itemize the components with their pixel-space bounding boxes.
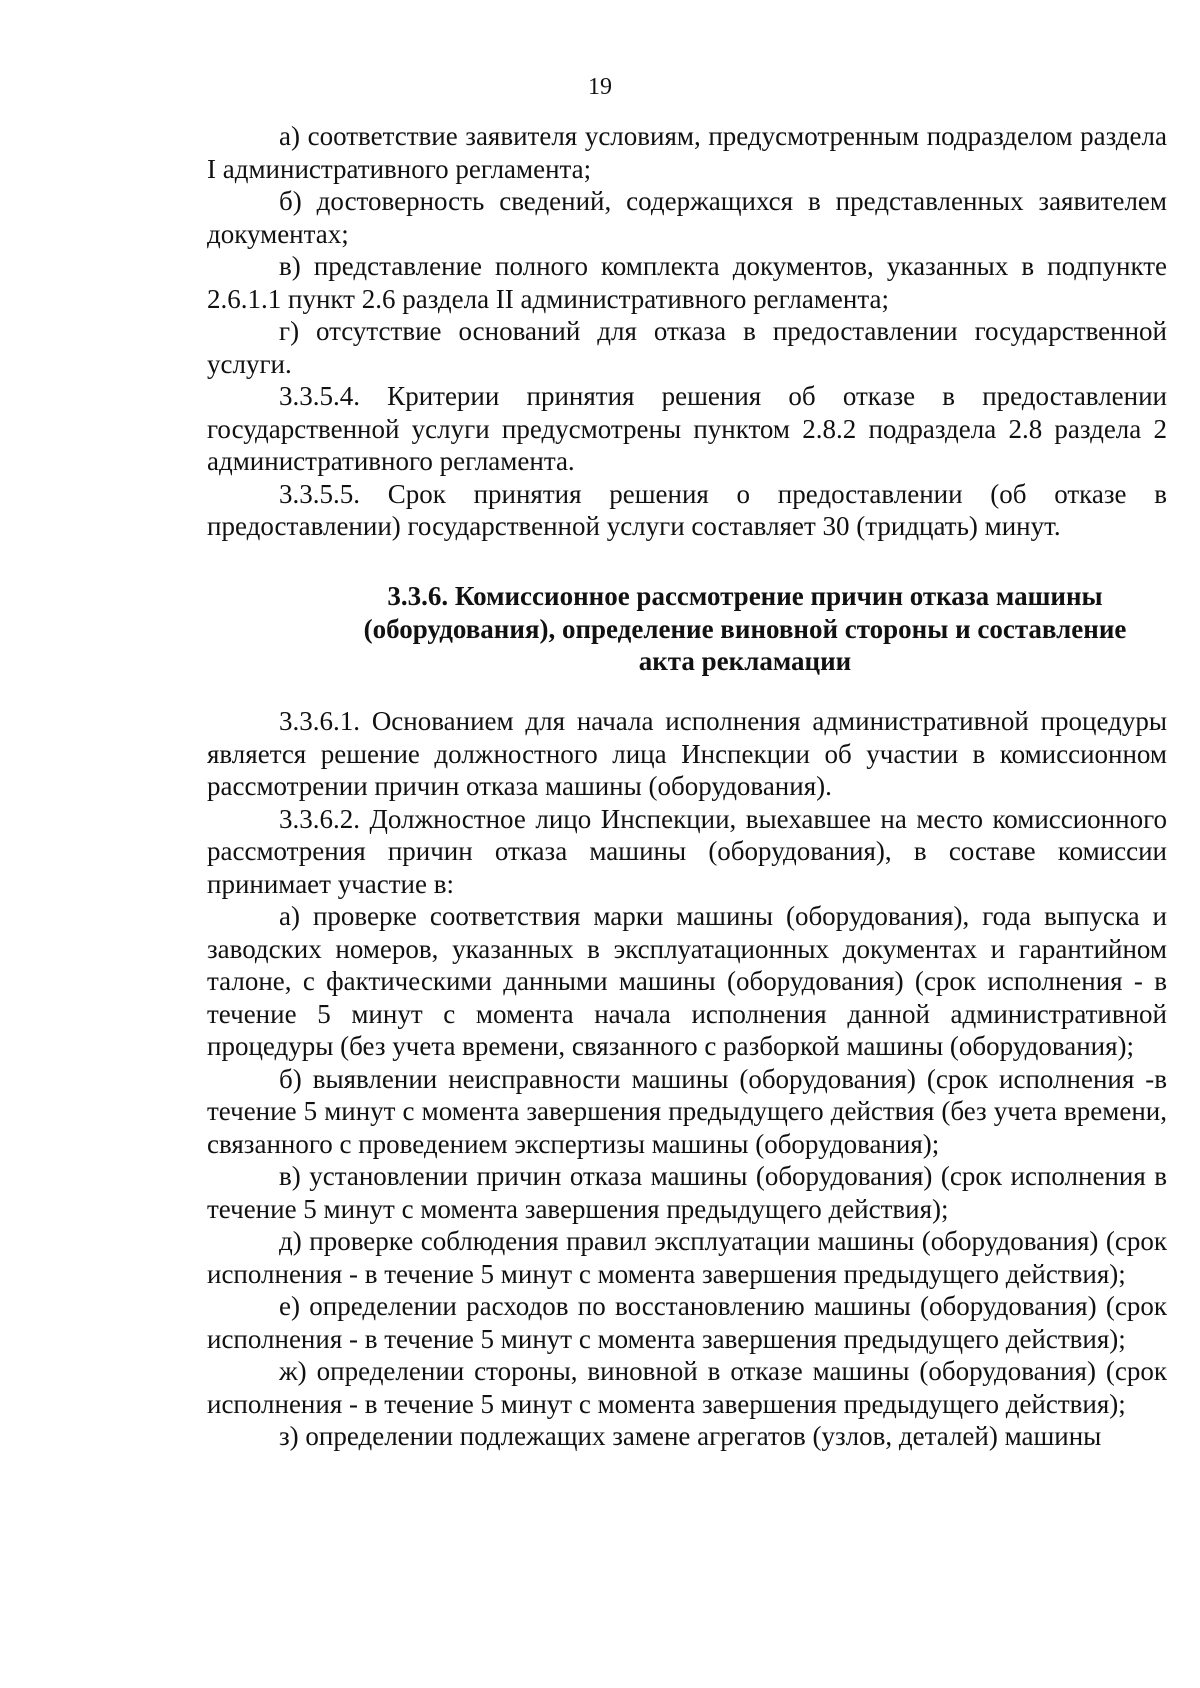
list-item-b: б) выявлении неисправности машины (оборудования) (срок исполнения -в течение 5 минут с момента завершения предыдущего действия (без учета времени, связанного с проведением экспертизы машины (оборудования); xyxy=(207,1063,1167,1159)
list-item-a: а) проверке соответствия марки машины (оборудования), года выпуска и заводских номеров, указанных в эксплуатационных документах и гарантийном талоне, с фактическими данными машины (оборудования) (срок исполнения - в течение 5 минут с момента начала исполнения данной административной процедуры (без учета времени, связанного с разборкой машины (оборудования); xyxy=(207,901,1167,1061)
list-item-zh: ж) определении стороны, виновной в отказе машины (оборудования) (срок исполнения - в течение 5 минут с момента завершения предыдущего действия); xyxy=(207,1356,1167,1419)
page-number: 19 xyxy=(588,74,612,100)
body-text-bottom xyxy=(207,705,1167,1453)
paragraph-item-v: в) представление полного комплекта документов, указанных в подпункте 2.6.1.1 пункт 2.6 раздела II административного регламента; xyxy=(207,251,1167,314)
paragraph-3-3-6-2: 3.3.6.2. Должностное лицо Инспекции, выехавшее на место комиссионного рассмотрения причин отказа машины (оборудования), в составе комиссии принимает участие в: xyxy=(207,803,1167,899)
list-item-e: е) определении расходов по восстановлению машины (оборудования) (срок исполнения - в течение 5 минут с момента завершения предыдущего действия); xyxy=(207,1291,1167,1354)
list-item-d: д) проверке соблюдения правил эксплуатации машины (оборудования) (срок исполнения - в течение 5 минут с момента завершения предыдущего действия); xyxy=(207,1226,1167,1289)
paragraph-item-b: б) достоверность сведений, содержащихся в представленных заявителем документах; xyxy=(207,186,1167,249)
paragraph-3-3-5-5: 3.3.5.5. Срок принятия решения о предоставлении (об отказе в предоставлении) государственной услуги составляет 30 (тридцать) минут. xyxy=(207,478,1167,541)
paragraph-item-g: г) отсутствие оснований для отказа в предоставлении государственной услуги. xyxy=(207,316,1167,379)
list-item-z: з) определении подлежащих замене агрегатов (узлов, деталей) машины xyxy=(279,1421,1102,1451)
paragraph-3-3-5-4: 3.3.5.4. Критерии принятия решения об отказе в предоставлении государственной услуги предусмотрены пунктом 2.8.2 подраздела 2.8 раздела 2 административного регламента. xyxy=(207,381,1167,476)
body-text-top xyxy=(207,120,1167,543)
paragraph-item-a: а) соответствие заявителя условиям, предусмотренным подразделом раздела I административного регламента; xyxy=(207,121,1167,184)
list-item-v: в) установлении причин отказа машины (оборудования) (срок исполнения в течение 5 минут с момента завершения предыдущего действия); xyxy=(207,1161,1167,1224)
section-heading: 3.3.6. Комиссионное рассмотрение причин отказа машины (оборудования), определение виновной стороны и составление акта рекламации xyxy=(363,581,1127,676)
paragraph-3-3-6-1: 3.3.6.1. Основанием для начала исполнения административной процедуры является решение должностного лица Инспекции об участии в комиссионном рассмотрении причин отказа машины (оборудования). xyxy=(207,706,1167,801)
